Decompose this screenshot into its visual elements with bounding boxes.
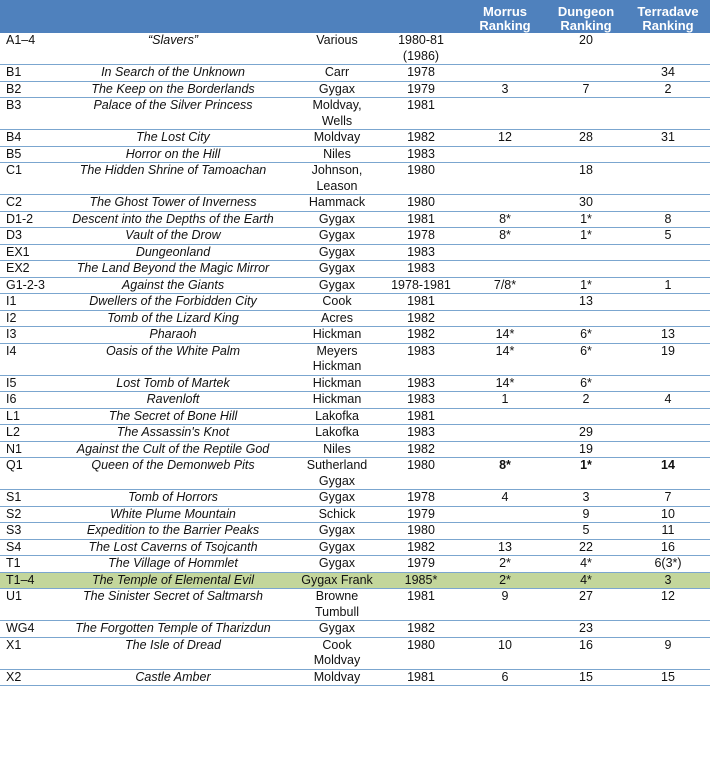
morrus-ranking: 14* — [464, 375, 546, 392]
dungeon-ranking: 3 — [546, 490, 626, 507]
module-author: Carr — [296, 65, 378, 82]
table-row — [0, 343, 710, 375]
module-code: I3 — [0, 327, 50, 344]
module-author: Moldvay — [296, 130, 378, 147]
module-author: Niles — [296, 146, 378, 163]
module-author: Meyers Hickman — [296, 343, 378, 375]
module-code: I2 — [0, 310, 50, 327]
terradave-ranking: 14 — [626, 458, 710, 490]
module-author: Hickman — [296, 375, 378, 392]
terradave-ranking: 1 — [626, 277, 710, 294]
dungeon-ranking: 19 — [546, 441, 626, 458]
table-row — [0, 211, 710, 228]
module-title: The Assassin's Knot — [50, 425, 296, 442]
terradave-ranking — [626, 408, 710, 425]
module-year: 1980 — [378, 458, 464, 490]
terradave-ranking — [626, 146, 710, 163]
module-year: 1985* — [378, 572, 464, 589]
module-year: 1979 — [378, 81, 464, 98]
module-code: L2 — [0, 425, 50, 442]
module-author: Moldvay — [296, 669, 378, 686]
table-row — [0, 637, 710, 669]
module-title: The Forgotten Temple of Tharizdun — [50, 621, 296, 638]
dungeon-ranking — [546, 244, 626, 261]
module-author: Sutherland Gygax — [296, 458, 378, 490]
module-author: Gygax — [296, 261, 378, 278]
module-code: I4 — [0, 343, 50, 375]
terradave-ranking: 16 — [626, 539, 710, 556]
module-title: The Secret of Bone Hill — [50, 408, 296, 425]
morrus-ranking: 3 — [464, 81, 546, 98]
module-year: 1982 — [378, 621, 464, 638]
module-year: 1982 — [378, 310, 464, 327]
terradave-ranking: 12 — [626, 589, 710, 621]
morrus-ranking — [464, 244, 546, 261]
module-code: B2 — [0, 81, 50, 98]
module-author: Gygax — [296, 523, 378, 540]
terradave-ranking — [626, 621, 710, 638]
terradave-ranking — [626, 33, 710, 65]
module-title: Tomb of Horrors — [50, 490, 296, 507]
dungeon-ranking: 29 — [546, 425, 626, 442]
module-title: The Hidden Shrine of Tamoachan — [50, 163, 296, 195]
module-title: In Search of the Unknown — [50, 65, 296, 82]
module-author: Gygax — [296, 556, 378, 573]
module-code: WG4 — [0, 621, 50, 638]
dungeon-ranking: 16 — [546, 637, 626, 669]
morrus-ranking — [464, 65, 546, 82]
module-title: The Lost City — [50, 130, 296, 147]
table-row — [0, 523, 710, 540]
morrus-ranking — [464, 310, 546, 327]
module-author: Gygax — [296, 277, 378, 294]
terradave-ranking: 15 — [626, 669, 710, 686]
dungeon-ranking — [546, 65, 626, 82]
morrus-ranking — [464, 425, 546, 442]
morrus-ranking: 2* — [464, 572, 546, 589]
module-title: Dungeonland — [50, 244, 296, 261]
morrus-ranking: 14* — [464, 343, 546, 375]
module-year: 1981 — [378, 294, 464, 311]
module-year: 1983 — [378, 375, 464, 392]
module-author: Gygax — [296, 81, 378, 98]
morrus-ranking — [464, 261, 546, 278]
terradave-ranking — [626, 294, 710, 311]
module-year: 1979 — [378, 506, 464, 523]
dungeon-ranking: 6* — [546, 375, 626, 392]
dungeon-ranking: 13 — [546, 294, 626, 311]
module-year: 1981 — [378, 98, 464, 130]
morrus-ranking: 8* — [464, 211, 546, 228]
morrus-ranking: 12 — [464, 130, 546, 147]
header-code — [0, 0, 50, 33]
module-title: Descent into the Depths of the Earth — [50, 211, 296, 228]
module-code: S1 — [0, 490, 50, 507]
morrus-ranking — [464, 621, 546, 638]
module-code: B1 — [0, 65, 50, 82]
module-code: EX1 — [0, 244, 50, 261]
dungeon-ranking: 1* — [546, 277, 626, 294]
morrus-ranking: 8* — [464, 458, 546, 490]
dungeon-ranking: 1* — [546, 211, 626, 228]
morrus-ranking — [464, 294, 546, 311]
header-author — [296, 0, 378, 33]
dungeon-ranking — [546, 146, 626, 163]
module-code: L1 — [0, 408, 50, 425]
module-year: 1978 — [378, 228, 464, 245]
morrus-ranking: 4 — [464, 490, 546, 507]
module-title: The Sinister Secret of Saltmarsh — [50, 589, 296, 621]
table-row — [0, 458, 710, 490]
dungeon-ranking: 4* — [546, 556, 626, 573]
module-year: 1983 — [378, 425, 464, 442]
module-title: Dwellers of the Forbidden City — [50, 294, 296, 311]
table-row — [0, 572, 710, 589]
module-year: 1978-1981 — [378, 277, 464, 294]
dungeon-ranking: 4* — [546, 572, 626, 589]
module-author: Hickman — [296, 392, 378, 409]
module-title: The Ghost Tower of Inverness — [50, 195, 296, 212]
module-year: 1983 — [378, 261, 464, 278]
module-code: Q1 — [0, 458, 50, 490]
morrus-ranking — [464, 33, 546, 65]
morrus-ranking — [464, 195, 546, 212]
module-year: 1981 — [378, 211, 464, 228]
dungeon-ranking — [546, 98, 626, 130]
table-row — [0, 375, 710, 392]
module-title: Palace of the Silver Princess — [50, 98, 296, 130]
module-year: 1982 — [378, 130, 464, 147]
header-title — [50, 0, 296, 33]
morrus-ranking: 6 — [464, 669, 546, 686]
module-title: Ravenloft — [50, 392, 296, 409]
table-row — [0, 277, 710, 294]
module-title: Against the Cult of the Reptile God — [50, 441, 296, 458]
module-code: T1 — [0, 556, 50, 573]
table-row — [0, 228, 710, 245]
header-dungeon-ranking: Dungeon Ranking — [546, 0, 626, 33]
table-row — [0, 195, 710, 212]
module-author: Browne Tumbull — [296, 589, 378, 621]
terradave-ranking: 31 — [626, 130, 710, 147]
terradave-ranking: 3 — [626, 572, 710, 589]
table-body — [0, 33, 710, 686]
module-author: Moldvay, Wells — [296, 98, 378, 130]
module-year: 1983 — [378, 343, 464, 375]
morrus-ranking: 13 — [464, 539, 546, 556]
module-code: B5 — [0, 146, 50, 163]
module-year: 1981 — [378, 589, 464, 621]
module-title: Vault of the Drow — [50, 228, 296, 245]
table-row — [0, 506, 710, 523]
dungeon-ranking: 30 — [546, 195, 626, 212]
module-year: 1980 — [378, 523, 464, 540]
terradave-ranking: 5 — [626, 228, 710, 245]
table-row — [0, 621, 710, 638]
module-author: Lakofka — [296, 425, 378, 442]
module-author: Gygax — [296, 244, 378, 261]
terradave-ranking: 7 — [626, 490, 710, 507]
morrus-ranking: 14* — [464, 327, 546, 344]
module-title: Oasis of the White Palm — [50, 343, 296, 375]
dungeon-ranking: 9 — [546, 506, 626, 523]
module-author: Gygax — [296, 211, 378, 228]
module-year: 1983 — [378, 392, 464, 409]
module-code: I5 — [0, 375, 50, 392]
table-row — [0, 146, 710, 163]
morrus-ranking — [464, 163, 546, 195]
module-title: Tomb of the Lizard King — [50, 310, 296, 327]
dungeon-ranking: 27 — [546, 589, 626, 621]
morrus-ranking — [464, 146, 546, 163]
terradave-ranking: 19 — [626, 343, 710, 375]
table-row — [0, 81, 710, 98]
terradave-ranking — [626, 261, 710, 278]
module-code: I1 — [0, 294, 50, 311]
table-row — [0, 441, 710, 458]
morrus-ranking — [464, 441, 546, 458]
dungeon-ranking: 20 — [546, 33, 626, 65]
dungeon-ranking: 7 — [546, 81, 626, 98]
module-title: The Keep on the Borderlands — [50, 81, 296, 98]
terradave-ranking — [626, 441, 710, 458]
dungeon-ranking: 6* — [546, 343, 626, 375]
terradave-ranking: 8 — [626, 211, 710, 228]
module-author: Gygax — [296, 539, 378, 556]
module-year: 1981 — [378, 408, 464, 425]
module-code: C2 — [0, 195, 50, 212]
dungeon-ranking: 5 — [546, 523, 626, 540]
table-row — [0, 490, 710, 507]
table-row — [0, 408, 710, 425]
module-code: S3 — [0, 523, 50, 540]
module-author: Lakofka — [296, 408, 378, 425]
module-year: 1980 — [378, 163, 464, 195]
terradave-ranking — [626, 98, 710, 130]
module-code: G1-2-3 — [0, 277, 50, 294]
morrus-ranking: 1 — [464, 392, 546, 409]
module-year: 1980 — [378, 195, 464, 212]
dungeon-ranking: 1* — [546, 458, 626, 490]
terradave-ranking — [626, 375, 710, 392]
module-code: EX2 — [0, 261, 50, 278]
table-row — [0, 33, 710, 65]
terradave-ranking: 4 — [626, 392, 710, 409]
table-row — [0, 98, 710, 130]
module-title: Lost Tomb of Martek — [50, 375, 296, 392]
module-code: D1-2 — [0, 211, 50, 228]
morrus-ranking — [464, 98, 546, 130]
module-author: Gygax — [296, 490, 378, 507]
module-author: Cook — [296, 294, 378, 311]
dungeon-ranking — [546, 310, 626, 327]
morrus-ranking — [464, 523, 546, 540]
module-author: Cook Moldvay — [296, 637, 378, 669]
morrus-ranking: 7/8* — [464, 277, 546, 294]
table-row — [0, 556, 710, 573]
module-title: Castle Amber — [50, 669, 296, 686]
terradave-ranking — [626, 310, 710, 327]
module-title: Queen of the Demonweb Pits — [50, 458, 296, 490]
module-code: D3 — [0, 228, 50, 245]
terradave-ranking: 2 — [626, 81, 710, 98]
terradave-ranking: 10 — [626, 506, 710, 523]
module-title: Horror on the Hill — [50, 146, 296, 163]
header-morrus-ranking: Morrus Ranking — [464, 0, 546, 33]
dungeon-ranking: 1* — [546, 228, 626, 245]
table-row — [0, 425, 710, 442]
terradave-ranking — [626, 425, 710, 442]
terradave-ranking: 13 — [626, 327, 710, 344]
module-code: S4 — [0, 539, 50, 556]
dungeon-ranking — [546, 408, 626, 425]
table-row — [0, 589, 710, 621]
module-year: 1980-81 (1986) — [378, 33, 464, 65]
header-year — [378, 0, 464, 33]
module-title: “Slavers” — [50, 33, 296, 65]
module-code: X1 — [0, 637, 50, 669]
module-code: C1 — [0, 163, 50, 195]
module-year: 1983 — [378, 146, 464, 163]
module-author: Gygax — [296, 228, 378, 245]
module-author: Niles — [296, 441, 378, 458]
table-row — [0, 294, 710, 311]
module-title: White Plume Mountain — [50, 506, 296, 523]
module-year: 1978 — [378, 490, 464, 507]
table-row — [0, 261, 710, 278]
module-author: Schick — [296, 506, 378, 523]
terradave-ranking: 9 — [626, 637, 710, 669]
module-title: The Land Beyond the Magic Mirror — [50, 261, 296, 278]
dungeon-ranking: 18 — [546, 163, 626, 195]
module-code: S2 — [0, 506, 50, 523]
terradave-ranking — [626, 163, 710, 195]
dungeon-ranking: 6* — [546, 327, 626, 344]
module-year: 1982 — [378, 539, 464, 556]
module-title: Pharaoh — [50, 327, 296, 344]
terradave-ranking: 11 — [626, 523, 710, 540]
table-row — [0, 539, 710, 556]
terradave-ranking: 6(3*) — [626, 556, 710, 573]
module-title: The Village of Hommlet — [50, 556, 296, 573]
morrus-ranking: 2* — [464, 556, 546, 573]
dungeon-ranking: 15 — [546, 669, 626, 686]
table-row — [0, 163, 710, 195]
morrus-ranking — [464, 506, 546, 523]
module-year: 1979 — [378, 556, 464, 573]
module-author: Johnson, Leason — [296, 163, 378, 195]
header-terradave-ranking: Terradave Ranking — [626, 0, 710, 33]
module-title: The Temple of Elemental Evil — [50, 572, 296, 589]
dungeon-ranking — [546, 261, 626, 278]
module-code: I6 — [0, 392, 50, 409]
dungeon-ranking: 28 — [546, 130, 626, 147]
module-year: 1983 — [378, 244, 464, 261]
module-code: B4 — [0, 130, 50, 147]
module-author: Acres — [296, 310, 378, 327]
module-author: Hickman — [296, 327, 378, 344]
module-author: Various — [296, 33, 378, 65]
table-row — [0, 392, 710, 409]
terradave-ranking: 34 — [626, 65, 710, 82]
table-row — [0, 244, 710, 261]
module-author: Gygax Frank — [296, 572, 378, 589]
module-author: Gygax — [296, 621, 378, 638]
morrus-ranking — [464, 408, 546, 425]
module-code: B3 — [0, 98, 50, 130]
module-year: 1978 — [378, 65, 464, 82]
module-year: 1982 — [378, 327, 464, 344]
terradave-ranking — [626, 244, 710, 261]
module-code: T1–4 — [0, 572, 50, 589]
terradave-ranking — [626, 195, 710, 212]
module-title: The Lost Caverns of Tsojcanth — [50, 539, 296, 556]
module-title: Against the Giants — [50, 277, 296, 294]
morrus-ranking: 9 — [464, 589, 546, 621]
module-code: X2 — [0, 669, 50, 686]
module-year: 1982 — [378, 441, 464, 458]
module-author: Hammack — [296, 195, 378, 212]
dungeon-ranking: 23 — [546, 621, 626, 638]
table-row — [0, 65, 710, 82]
module-year: 1981 — [378, 669, 464, 686]
module-title: Expedition to the Barrier Peaks — [50, 523, 296, 540]
module-code: N1 — [0, 441, 50, 458]
table-row — [0, 669, 710, 686]
table-row — [0, 310, 710, 327]
table-row — [0, 130, 710, 147]
module-title: The Isle of Dread — [50, 637, 296, 669]
module-year: 1980 — [378, 637, 464, 669]
morrus-ranking: 10 — [464, 637, 546, 669]
dungeon-ranking: 2 — [546, 392, 626, 409]
module-code: A1–4 — [0, 33, 50, 65]
dungeon-ranking: 22 — [546, 539, 626, 556]
table-row — [0, 327, 710, 344]
header-row — [0, 0, 710, 33]
morrus-ranking: 8* — [464, 228, 546, 245]
module-code: U1 — [0, 589, 50, 621]
